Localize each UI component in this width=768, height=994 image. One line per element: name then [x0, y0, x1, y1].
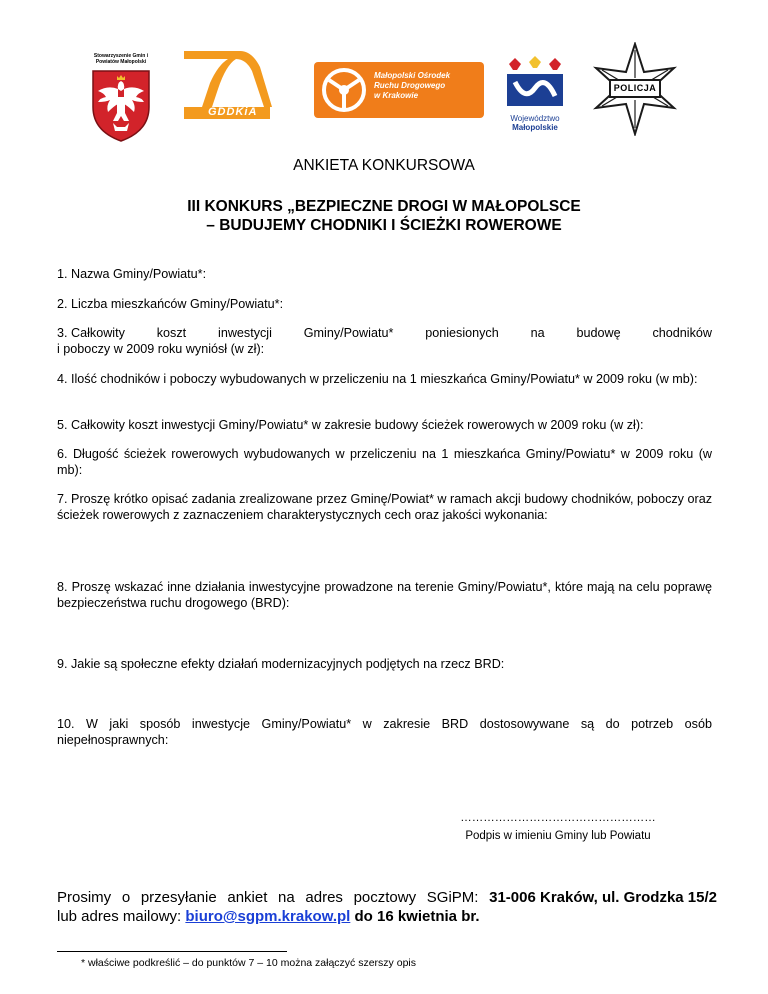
- gddkia-text: GDDKiA: [208, 106, 258, 118]
- question-3-word: na: [530, 326, 545, 340]
- question-6: 6. Długość ścieżek rowerowych wybudowanych w przeliczeniu na 1 mieszkańca Gminy/Powiatu* w 2009 roku (w mb):: [57, 447, 712, 477]
- submission-word: o: [121, 889, 131, 906]
- footnote: * właściwe podkreślić – do punktów 7 – 10 można załączyć szerszy opis: [81, 957, 416, 969]
- policja-logo: [588, 42, 682, 136]
- sgipm-logo: [82, 54, 160, 144]
- sgipm-caption: Stowarzyszenie Gmin i Powiatów Małopolski: [93, 53, 149, 65]
- question-10: 10. W jaki sposób inwestycje Gminy/Powiatu* w zakresie BRD dostosowywane są do potrzeb osób niepełnosprawnych:: [57, 717, 712, 747]
- wojewodztwo-line-2: Małopolskie: [512, 123, 558, 132]
- logo-bar: [0, 40, 768, 140]
- question-3-word: inwestycji: [218, 326, 272, 340]
- submission-info: [57, 888, 717, 926]
- postal-address: 31-006 Kraków, ul. Grodzka 15/2: [489, 889, 717, 906]
- email-prefix: lub adres mailowy:: [57, 908, 186, 925]
- submission-info-line-2: [57, 907, 717, 926]
- question-3-word: koszt: [156, 326, 187, 340]
- submission-info-line-1: [57, 888, 717, 907]
- contest-title-line-2: – BUDUJEMY CHODNIKI I ŚCIEŻKI ROWEROWE: [206, 217, 562, 234]
- email-link[interactable]: biuro@sgpm.krakow.pl: [185, 908, 351, 925]
- mord-line-2: Ruchu Drogowego: [374, 81, 446, 90]
- submission-word: SGiPM:: [426, 889, 479, 906]
- eagle-coat-of-arms-icon: [89, 67, 153, 143]
- submission-word: Prosimy: [57, 889, 112, 906]
- question-7: 7. Proszę krótko opisać zadania zrealizowane przez Gminę/Powiat* w ramach akcji budowy chodników, poboczy oraz ścieżek rowerowych z zaznaczeniem charakterystycznych cech oraz jakości wykonania:: [57, 492, 712, 522]
- question-8: 8. Proszę wskazać inne działania inwestycyjne prowadzone na terenie Gminy/Powiatu*, które mają na celu poprawę bezpieczeństwa ruchu drogowego (BRD):: [57, 580, 712, 610]
- signature-label: Podpis w imieniu Gminy lub Powiatu: [465, 830, 651, 842]
- question-3-line-2: i poboczy w 2009 roku wyniósł (w zł):: [57, 342, 265, 356]
- submission-word: pocztowy: [353, 889, 417, 906]
- page-title: ANKIETA KONKURSOWA: [293, 157, 475, 174]
- signature-dots: ……………………………………………: [460, 812, 656, 824]
- question-3-word: 3. Całkowity: [57, 326, 125, 340]
- question-2: 2. Liczba mieszkańców Gminy/Powiatu*:: [57, 297, 284, 311]
- question-3-word: poniesionych: [425, 326, 499, 340]
- submission-word: przesyłanie: [140, 889, 217, 906]
- wojewodztwo-line-1: Województwo: [510, 114, 560, 123]
- steering-wheel-icon: [319, 65, 369, 115]
- mord-text: [374, 71, 450, 101]
- gddkia-logo: [180, 43, 276, 129]
- submission-word: na: [278, 889, 295, 906]
- question-3-word: Gminy/Powiatu*: [303, 326, 394, 340]
- crowns-icon: [501, 56, 569, 112]
- question-4: 4. Ilość chodników i poboczy wybudowanych w przeliczeniu na 1 mieszkańca Gminy/Powiatu* w 2009 roku (w mb):: [57, 372, 698, 386]
- question-1: 1. Nazwa Gminy/Powiatu*:: [57, 267, 207, 281]
- question-5: 5. Całkowity koszt inwestycji Gminy/Powiatu* w zakresie budowy ścieżek rowerowych w 2009 roku (w zł):: [57, 418, 644, 432]
- wojewodztwo-logo: [498, 56, 572, 136]
- mord-line-1: Małopolski Ośrodek: [374, 71, 451, 80]
- question-3-word: chodników: [652, 326, 712, 340]
- contest-title-line-1: III KONKURS „BEZPIECZNE DROGI W MAŁOPOLSCE: [187, 198, 581, 215]
- question-3: [57, 325, 712, 357]
- mord-logo: [314, 62, 484, 118]
- question-3-word: budowę: [576, 326, 621, 340]
- wojewodztwo-text: [498, 114, 572, 132]
- mord-line-3: w Krakowie: [374, 91, 419, 100]
- footnote-divider: [57, 951, 287, 952]
- question-9: 9. Jakie są społeczne efekty działań modernizacyjnych podjętych na rzecz BRD:: [57, 657, 505, 671]
- submission-word: adres: [305, 889, 343, 906]
- submission-word: ankiet: [227, 889, 268, 906]
- deadline: do 16 kwietnia br.: [350, 908, 480, 925]
- question-3-line-1: [57, 325, 712, 341]
- policja-text: POLICJA: [613, 83, 657, 93]
- contest-title: [0, 197, 768, 235]
